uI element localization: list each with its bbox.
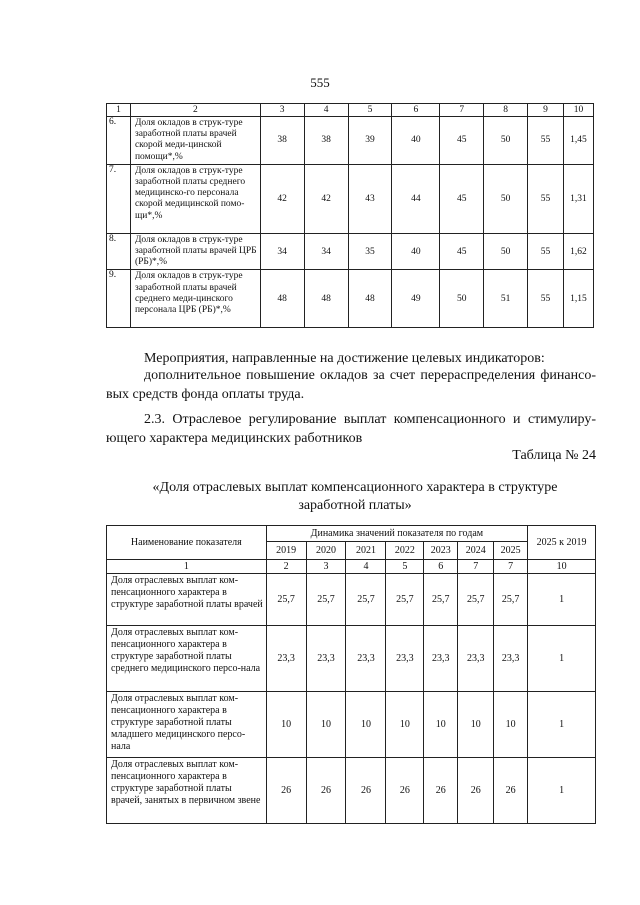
indicator-name: Доля отраслевых выплат ком-пенсационного характера в структуре заработной платы среднего медицинского персо-нала — [107, 626, 267, 692]
value-cell: 25,7 — [346, 574, 386, 626]
value-cell: 25,7 — [386, 574, 424, 626]
value-cell: 25,7 — [458, 574, 494, 626]
header-cell: 5 — [348, 104, 392, 117]
header-dynamics: Динамика значений показателя по годам — [266, 526, 528, 542]
numbering-row — [107, 560, 596, 574]
value-cell: 45 — [440, 117, 484, 165]
table-row — [107, 164, 594, 233]
value-cell: 26 — [346, 758, 386, 824]
table-row — [107, 626, 596, 692]
value-cell: 38 — [304, 117, 348, 165]
value-cell: 35 — [348, 233, 392, 270]
indicator-table-continued — [106, 103, 594, 328]
value-cell: 55 — [528, 164, 564, 233]
page-number: 555 — [310, 75, 330, 90]
value-cell: 43 — [348, 164, 392, 233]
table-row — [107, 117, 594, 165]
value-cell: 51 — [484, 270, 528, 328]
header-cell: 6 — [392, 104, 440, 117]
value-cell: 25,7 — [424, 574, 458, 626]
value-cell: 10 — [346, 692, 386, 758]
header-cell: 3 — [260, 104, 304, 117]
value-cell: 10 — [386, 692, 424, 758]
value-cell: 45 — [440, 233, 484, 270]
value-cell: 1,15 — [563, 270, 593, 328]
value-cell: 23,3 — [306, 626, 346, 692]
numbering-cell: 6 — [424, 560, 458, 574]
measures-heading: Мероприятия, направленные на достижение целевых индикаторов: — [144, 351, 545, 366]
value-cell: 40 — [392, 117, 440, 165]
numbering-cell: 5 — [386, 560, 424, 574]
measures-body: дополнительное повышение окладов за счет перераспределения финансо-вых средств фонда оплаты труда. — [106, 368, 596, 402]
value-cell: 26 — [458, 758, 494, 824]
compensation-payments-table — [106, 525, 596, 824]
value-cell: 34 — [304, 233, 348, 270]
value-cell: 42 — [304, 164, 348, 233]
value-cell: 38 — [260, 117, 304, 165]
year-cell: 2023 — [424, 542, 458, 560]
value-cell: 25,7 — [266, 574, 306, 626]
value-cell: 25,7 — [494, 574, 528, 626]
row-number: 7. — [107, 164, 131, 233]
value-cell: 48 — [348, 270, 392, 328]
value-cell: 49 — [392, 270, 440, 328]
table-title: «Доля отраслевых выплат компенсационного характера в структуре заработной платы» — [152, 480, 558, 513]
header-ratio: 2025 к 2019 — [528, 526, 596, 560]
table-header-row — [107, 526, 596, 542]
value-cell: 50 — [440, 270, 484, 328]
value-cell: 1 — [528, 574, 596, 626]
value-cell: 1 — [528, 758, 596, 824]
value-cell: 55 — [528, 233, 564, 270]
value-cell: 45 — [440, 164, 484, 233]
value-cell: 23,3 — [346, 626, 386, 692]
value-cell: 1 — [528, 626, 596, 692]
value-cell: 39 — [348, 117, 392, 165]
indicator-name: Доля отраслевых выплат ком-пенсационного характера в структуре заработной платы младшего медицинского персо-нала — [107, 692, 267, 758]
value-cell: 10 — [458, 692, 494, 758]
table-number: Таблица № 24 — [512, 448, 596, 463]
indicator-name: Доля окладов в струк-туре заработной платы врачей ЦРБ (РБ)*,% — [130, 233, 260, 270]
indicator-name: Доля окладов в струк-туре заработной платы среднего медицинско-го персонала скорой медицинской помо-щи*,% — [130, 164, 260, 233]
indicator-name: Доля отраслевых выплат ком-пенсационного характера в структуре заработной платы врачей, занятых в первичном звене — [107, 758, 267, 824]
value-cell: 23,3 — [424, 626, 458, 692]
table-row — [107, 270, 594, 328]
table-header-row — [107, 104, 594, 117]
value-cell: 26 — [386, 758, 424, 824]
numbering-cell: 3 — [306, 560, 346, 574]
value-cell: 26 — [424, 758, 458, 824]
value-cell: 48 — [260, 270, 304, 328]
value-cell: 42 — [260, 164, 304, 233]
value-cell: 44 — [392, 164, 440, 233]
row-number: 9. — [107, 270, 131, 328]
row-number: 8. — [107, 233, 131, 270]
value-cell: 50 — [484, 164, 528, 233]
header-cell: 2 — [130, 104, 260, 117]
value-cell: 23,3 — [494, 626, 528, 692]
header-cell: 9 — [528, 104, 564, 117]
value-cell: 26 — [306, 758, 346, 824]
value-cell: 10 — [266, 692, 306, 758]
year-cell: 2019 — [266, 542, 306, 560]
indicator-name: Доля отраслевых выплат ком-пенсационного характера в структуре заработной платы врачей — [107, 574, 267, 626]
value-cell: 26 — [494, 758, 528, 824]
value-cell: 34 — [260, 233, 304, 270]
header-cell: 4 — [304, 104, 348, 117]
row-number: 6. — [107, 117, 131, 165]
value-cell: 1,45 — [563, 117, 593, 165]
value-cell: 23,3 — [458, 626, 494, 692]
value-cell: 55 — [528, 117, 564, 165]
table-row — [107, 574, 596, 626]
numbering-cell: 10 — [528, 560, 596, 574]
year-cell: 2021 — [346, 542, 386, 560]
value-cell: 23,3 — [266, 626, 306, 692]
numbering-cell: 7 — [458, 560, 494, 574]
numbering-cell: 2 — [266, 560, 306, 574]
value-cell: 50 — [484, 117, 528, 165]
year-cell: 2024 — [458, 542, 494, 560]
value-cell: 10 — [494, 692, 528, 758]
numbering-cell: 1 — [107, 560, 267, 574]
value-cell: 50 — [484, 233, 528, 270]
value-cell: 1 — [528, 692, 596, 758]
value-cell: 23,3 — [386, 626, 424, 692]
value-cell: 26 — [266, 758, 306, 824]
header-cell: 7 — [440, 104, 484, 117]
value-cell: 55 — [528, 270, 564, 328]
header-indicator-name: Наименование показателя — [107, 526, 267, 560]
value-cell: 48 — [304, 270, 348, 328]
value-cell: 1,62 — [563, 233, 593, 270]
value-cell: 10 — [424, 692, 458, 758]
table-row — [107, 758, 596, 824]
header-cell: 10 — [563, 104, 593, 117]
value-cell: 25,7 — [306, 574, 346, 626]
indicator-name: Доля окладов в струк-туре заработной платы врачей скорой меди-цинской помощи*,% — [130, 117, 260, 165]
value-cell: 40 — [392, 233, 440, 270]
header-cell: 8 — [484, 104, 528, 117]
numbering-cell: 4 — [346, 560, 386, 574]
numbering-cell: 7 — [494, 560, 528, 574]
year-cell: 2022 — [386, 542, 424, 560]
value-cell: 1,31 — [563, 164, 593, 233]
section-heading: 2.3. Отраслевое регулирование выплат компенсационного и стимулиру-ющего характера медицинских работников — [106, 412, 596, 446]
header-cell: 1 — [107, 104, 131, 117]
value-cell: 10 — [306, 692, 346, 758]
year-cell: 2025 — [494, 542, 528, 560]
table-row — [107, 692, 596, 758]
table-row — [107, 233, 594, 270]
year-cell: 2020 — [306, 542, 346, 560]
indicator-name: Доля окладов в струк-туре заработной платы врачей среднего меди-цинского персонала ЦРБ (РБ)*,% — [130, 270, 260, 328]
